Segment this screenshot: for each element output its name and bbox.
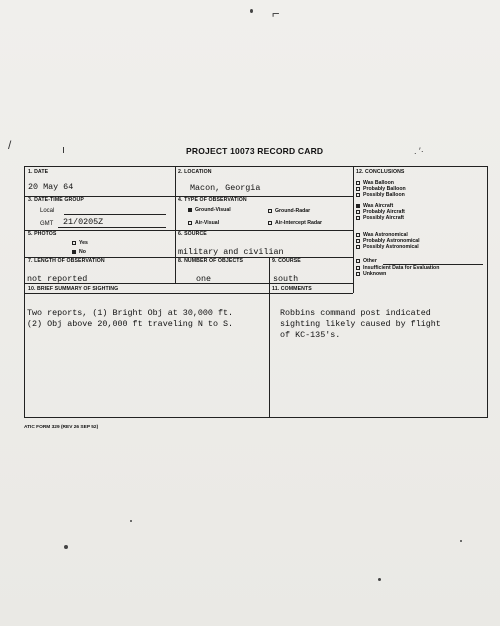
photos-option-no: No [72,249,86,255]
checkbox-icon [356,233,360,237]
number-of-objects-label: 8. NUMBER OF OBJECTS [178,258,244,264]
option-air-visual: Air-Visual [188,220,219,226]
checkbox-icon [356,210,360,214]
gmt-label: GMT [40,221,54,227]
scan-speck [460,540,462,542]
conclusion-was-astronomical: Was Astronomical [356,232,408,238]
brief-summary-line-1: Two reports, (1) Bright Obj at 30,000 ft. [27,308,234,318]
gmt-value: 21/0205Z [63,217,104,227]
conclusion-probably-aircraft: Probably Aircraft [356,209,405,215]
checkbox-icon [72,241,76,245]
comments-label: 11. COMMENTS [272,286,312,292]
location-value: Macon, Georgia [190,183,261,193]
scan-mark: . ′· [414,146,424,156]
source-value: military and civilian [178,247,284,257]
conclusion-insufficient-data: Insufficient Data for Evaluation [356,265,439,271]
checkbox-icon [356,181,360,185]
option-ground-radar: Ground-Radar [268,208,310,214]
number-of-objects-value: one [196,274,212,284]
conclusion-other: Other [356,258,377,264]
divider [353,167,354,293]
scan-speck [250,9,253,13]
course-label: 9. COURSE [272,258,301,264]
checkbox-icon [188,221,192,225]
comments-line-2: sighting likely caused by flight [280,319,441,329]
brief-summary-label: 10. BRIEF SUMMARY OF SIGHTING [28,286,119,292]
scan-speck [64,545,68,549]
divider [175,257,176,283]
conclusion-unknown: Unknown [356,271,386,277]
option-air-intercept-radar: Air-Intercept Radar [268,220,322,226]
checkbox-icon [268,209,272,213]
photos-option-yes: Yes [72,240,88,246]
gmt-underline [58,227,166,228]
date-time-group-label: 3. DATE-TIME GROUP [28,197,84,203]
conclusion-possibly-astronomical: Possibly Astronomical [356,244,419,250]
conclusion-probably-balloon: Probably Balloon [356,186,406,192]
conclusion-probably-astronomical: Probably Astronomical [356,238,420,244]
scan-speck [130,520,132,522]
checkbox-icon [356,239,360,243]
source-label: 6. SOURCE [178,231,207,237]
local-label: Local [40,208,55,214]
date-value: 20 May 64 [28,182,74,192]
conclusion-possibly-aircraft: Possibly Aircraft [356,215,404,221]
conclusions-label: 12. CONCLUSIONS [356,169,405,175]
scan-mark: ı [62,144,66,156]
option-ground-visual: Ground-Visual [188,207,231,213]
checkbox-icon [356,193,360,197]
checkbox-icon [268,221,272,225]
divider [25,293,353,294]
type-of-observation-label: 4. TYPE OF OBSERVATION [178,197,247,203]
card-title: PROJECT 10073 RECORD CARD [186,146,324,156]
conclusion-was-aircraft: Was Aircraft [356,203,393,209]
divider [269,283,270,418]
scan-mark: / [8,138,12,152]
checkbox-icon [356,272,360,276]
conclusion-was-balloon: Was Balloon [356,180,394,186]
checked-box-icon [356,204,360,208]
scan-mark: ⌐ [272,6,280,21]
photos-label: 5. PHOTOS [28,231,57,237]
divider [269,257,270,283]
checkbox-icon [356,266,360,270]
record-card [24,166,488,418]
length-of-observation-label: 7. LENGTH OF OBSERVATION [28,258,105,264]
checkbox-icon [356,187,360,191]
length-of-observation-value: not reported [27,274,88,284]
comments-line-1: Robbins command post indicated [280,308,431,318]
form-id: ATIC FORM 329 (REV 26 SEP 52) [24,425,99,430]
brief-summary-line-2: (2) Obj above 20,000 ft traveling N to S. [27,319,234,329]
local-underline [64,214,166,215]
conclusion-possibly-balloon: Possibly Balloon [356,192,405,198]
course-value: south [273,274,299,284]
checked-box-icon [188,208,192,212]
date-label: 1. DATE [28,169,49,175]
location-label: 2. LOCATION [178,169,212,175]
checkbox-icon [356,216,360,220]
checked-box-icon [72,250,76,254]
comments-line-3: of KC-135's. [280,330,341,340]
checkbox-icon [356,245,360,249]
checkbox-icon [356,259,360,263]
scan-speck [378,578,381,581]
